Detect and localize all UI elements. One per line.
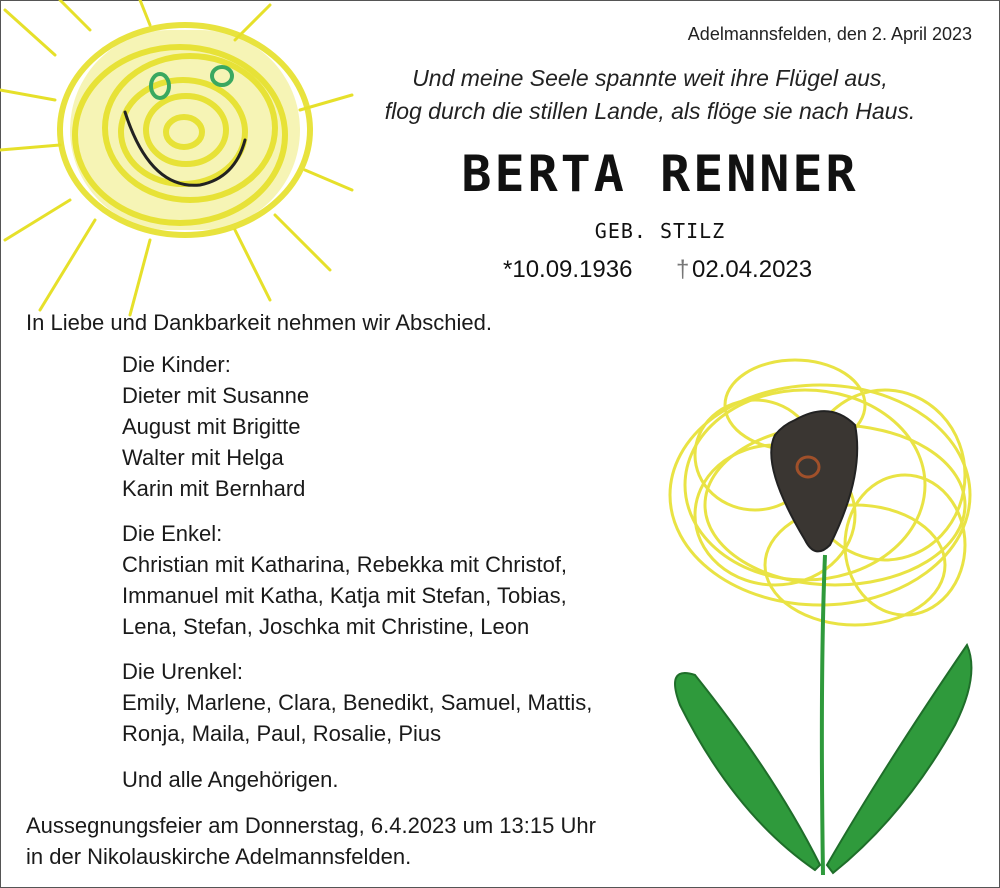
list-item: August mit Brigitte (122, 414, 301, 439)
list-item: Christian mit Katharina, Rebekka mit Christof, (122, 552, 568, 577)
flower-stem (822, 555, 825, 875)
list-item: Karin mit Bernhard (122, 476, 306, 501)
ceremony-line-2: in der Nikolauskirche Adelmannsfelden. (26, 844, 412, 869)
group-title: Die Kinder: (122, 352, 231, 377)
sun-drawing (0, 0, 360, 320)
list-item: Immanuel mit Katha, Katja mit Stefan, Tobias, (122, 583, 567, 608)
ceremony-line-1: Aussegnungsfeier am Donnerstag, 6.4.2023 um 13:15 Uhr (26, 813, 596, 838)
farewell-intro: In Liebe und Dankbarkeit nehmen wir Abschied. (26, 310, 492, 335)
list-item: Walter mit Helga (122, 445, 284, 470)
flower-leaf-right (827, 645, 971, 873)
list-item: Dieter mit Susanne (122, 383, 310, 408)
group-grandchildren (122, 518, 567, 642)
group-title: Die Enkel: (122, 521, 223, 546)
cross-icon: † (676, 256, 690, 283)
deceased-name: BERTA RENNER (461, 145, 859, 203)
flower-leaf-left (675, 673, 820, 870)
flower-drawing (655, 345, 985, 885)
birth-date: *10.09.1936 (503, 256, 633, 283)
maiden-name: GEB. STILZ (594, 219, 726, 243)
list-item: Emily, Marlene, Clara, Benedikt, Samuel, Mattis, (122, 690, 593, 715)
group-great-grandchildren (122, 656, 592, 749)
verse-line-2: flog durch die stillen Lande, als flöge sie nach Haus. (384, 98, 916, 124)
group-title: Die Urenkel: (122, 659, 244, 684)
death-date: 02.04.2023 (692, 256, 813, 283)
list-item: Lena, Stefan, Joschka mit Christine, Leon (122, 614, 530, 639)
list-item: Ronja, Maila, Paul, Rosalie, Pius (122, 721, 442, 746)
group-children (122, 349, 309, 504)
place-date: Adelmannsfelden, den 2. April 2023 (687, 24, 972, 44)
verse-line-1: Und meine Seele spannte weit ihre Flügel aus, (412, 65, 888, 91)
flower-seed (771, 411, 857, 551)
closing-line: Und alle Angehörigen. (122, 767, 339, 792)
